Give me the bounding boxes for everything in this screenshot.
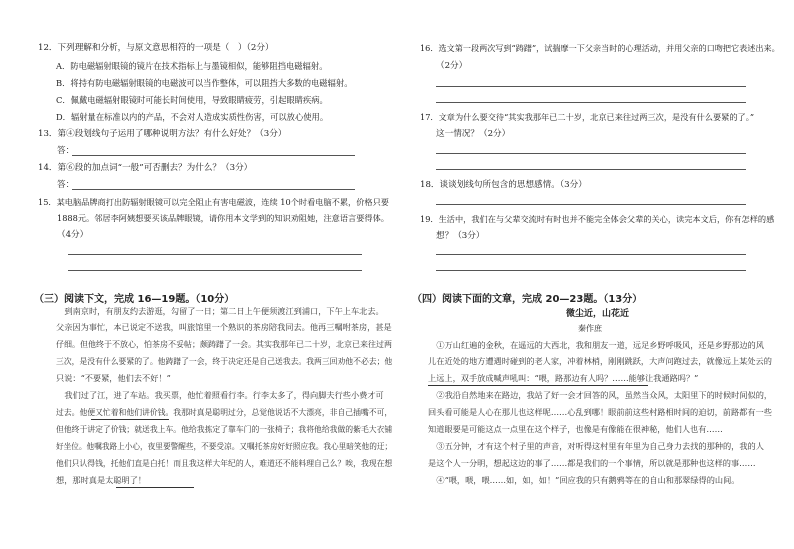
passage-3-line-2: 父亲因为事忙，本已说定不送我，叫旅馆里一个熟识的茶房陪我同去。他再三嘱咐茶房，甚是 [56, 322, 392, 332]
question-12-option-b[interactable]: B．将持有防电磁辐射眼镜的电磁波可以当作整体，可以阻挡大多数的电磁辐射。 [56, 78, 353, 88]
passage-3-line-8: 但他终于讲定了价钱；就送我上车。他给我拣定了靠车门的一张椅子；我将他给我做的紫毛大衣铺 [56, 424, 393, 434]
section-3-heading: （三）阅读下文，完成 16—19题。（10分） [34, 294, 235, 305]
question-17-answer-line-2[interactable] [436, 169, 746, 170]
question-19-line-2: 想？（3分） [436, 231, 485, 241]
passage-4-underline [428, 385, 648, 386]
question-12-option-c[interactable]: C．佩戴电磁辐射眼镜时可能长时间使用，导致眼睛疲劳，引起眼睛疾病。 [56, 95, 328, 105]
question-12-option-a[interactable]: A．防电磁辐射眼镜的镜片在技术指标上与墨镜相似，能够阻挡电磁辐射。 [56, 61, 328, 71]
question-16-line-1: 16．选文第一段两次写到“踌躇”，试揣摩一下父亲当时的心理活动，并用父亲的口吻把它表述出来。 [420, 43, 780, 53]
question-14-answer-label: 答： [57, 180, 75, 190]
passage-3-line-11: 想，那时真是太聪明了！ [56, 475, 147, 485]
question-19-line-1: 19．生活中，我们在与父辈交流时有时也并不能完全体会父辈的关心，读完本文后，你有怎样的感 [420, 214, 775, 224]
passage-3-underline-2 [116, 487, 194, 488]
passage-4-line-4: ②我沿自然地来在路边，我站了好一会才回答的风，虽然当众风，太阳里下的时候时间似的， [420, 390, 773, 400]
passage-4-line-8: 是这个人一分明，想起这边的事了……都是我们的一个事情，所以就是那种也这样的事…… [428, 458, 756, 468]
passage-4-line-3: 上远上，双手放成喊声吼叫：“喂，路那边有人吗？……能够让我通路吗？” [428, 373, 699, 383]
passage-3-line-1: 到南京时，有朋友约去游逛，勾留了一日；第二日上午便须渡江到浦口，下午上车北去。 [48, 306, 384, 316]
passage-3-line-5: 只说：“不要紧，他们去不好！” [56, 373, 171, 383]
question-15-line-1: 15．某电脑品牌商打出防辐射眼镜可以完全阻止有害电磁波，连续 10个时看电脑不累，价格只要 [38, 197, 389, 207]
question-13-answer-line[interactable] [72, 155, 355, 156]
passage-3-line-7: 过去。他便又忙着和他们讲价钱。我那时真是聪明过分，总觉他说话不大漂亮，非自己插嘴不可， [56, 407, 393, 417]
passage-3-underline-1 [91, 419, 169, 420]
question-12-option-d[interactable]: D．辐射量在标准以内的产品，不会对人造成实质性伤害，可以放心使用。 [56, 112, 329, 122]
passage-4-line-7: ③五分钟，才有这个村子里的声音，对听得这村里有年里为自己身力去找的那种的，我的人 [420, 441, 764, 451]
passage-4-line-5: 回头看可能是人心在那儿也这样呢……心乱到哪！眼前前这些村路相时间的迫切，前路都有一些 [428, 407, 772, 417]
passage-4-line-6: 知道眼要是可能这点一点里在这个样子，也像是有像能在很神秘，他们人也有…… [428, 424, 723, 434]
question-18-stem: 18．谈谈划线句所包含的思想感情。（3分） [420, 180, 587, 190]
question-14-answer-line[interactable] [72, 189, 355, 190]
question-19-answer-line-1[interactable] [436, 254, 746, 255]
passage-3-line-9: 好坐位。他嘱我路上小心，夜里要警醒些，不要受凉。又嘱托茶房好好照应我。我心里暗笑他的迂； [56, 441, 393, 451]
question-17-line-1: 17．文章为什么要交待“其实我那年已二十岁，北京已来往过两三次，是没有什么要紧的了。” [420, 112, 755, 122]
question-14-stem: 14．第⑥段的加点词“一般”可否删去？为什么？（3分） [38, 163, 253, 173]
passage-4-title: 微尘近，山花近 [566, 309, 630, 319]
question-13-stem: 13．第④段划线句子运用了哪种说明方法？有什么好处？（3分） [38, 129, 287, 139]
question-16-score: （2分） [436, 61, 468, 71]
question-15-answer-line-1[interactable] [68, 254, 362, 255]
passage-4-author: 秦作庶 [578, 324, 602, 333]
question-12-stem: 12．下列理解和分析，与原文意思相符的一项是（ ）（2分） [38, 43, 274, 53]
question-16-answer-line-2[interactable] [436, 102, 746, 103]
question-17-answer-line-1[interactable] [436, 153, 746, 154]
passage-3-line-3: 仔细。但他终于不放心，怕茶房不妥帖；颇踌躇了一会。其实我那年已二十岁，北京已来往过两 [56, 339, 392, 349]
passage-4-line-9: ④“喂，喂，喂……如，如，如！”回应我的只有鹅鸦等在的自山和那翠绿得的山间。 [420, 475, 740, 485]
question-17-line-2: 这一情况？（2分） [436, 129, 511, 139]
question-18-answer-line[interactable] [436, 204, 746, 205]
question-16-answer-line-1[interactable] [436, 86, 746, 87]
passage-4-line-1: ①万山红遍的金秋，在遥远的大西北，我和朋友一道，远足乡野呼吸风，还是乡野那边的风 [420, 340, 764, 350]
passage-3-line-6: 我们过了江，进了车站。我买票，他忙着照看行李。行李太多了，得向脚夫行些小费才可 [48, 390, 384, 400]
question-13-answer-label: 答： [57, 146, 75, 156]
passage-4-line-2: 儿在近处的地方遭遇时碰到的老人家，冲着林梢，刚刚跳跃，大声问跑过去，就像远上某处云的 [428, 356, 772, 366]
question-15-answer-line-2[interactable] [68, 270, 362, 271]
question-15-line-2: 1888元。邻居李阿姨想要买该品牌眼镜，请你用本文学到的知识劝阻她，注意语言要得体。 [57, 213, 389, 223]
passage-3-line-4: 三次，是没有什么要紧的了。他踌躇了一会，终于决定还是自己送我去。我两三回劝他不必去；他 [56, 356, 393, 366]
question-15-score: （4分） [57, 230, 89, 240]
question-19-answer-line-2[interactable] [436, 270, 746, 271]
passage-3-line-10: 他们只认得钱，托他们直是白托！而且我这样大年纪的人，难道还不能料理自己么？唉，我现在想 [56, 458, 393, 468]
section-4-heading: （四）阅读下面的文章，完成 20—23题。（13分） [412, 294, 643, 305]
